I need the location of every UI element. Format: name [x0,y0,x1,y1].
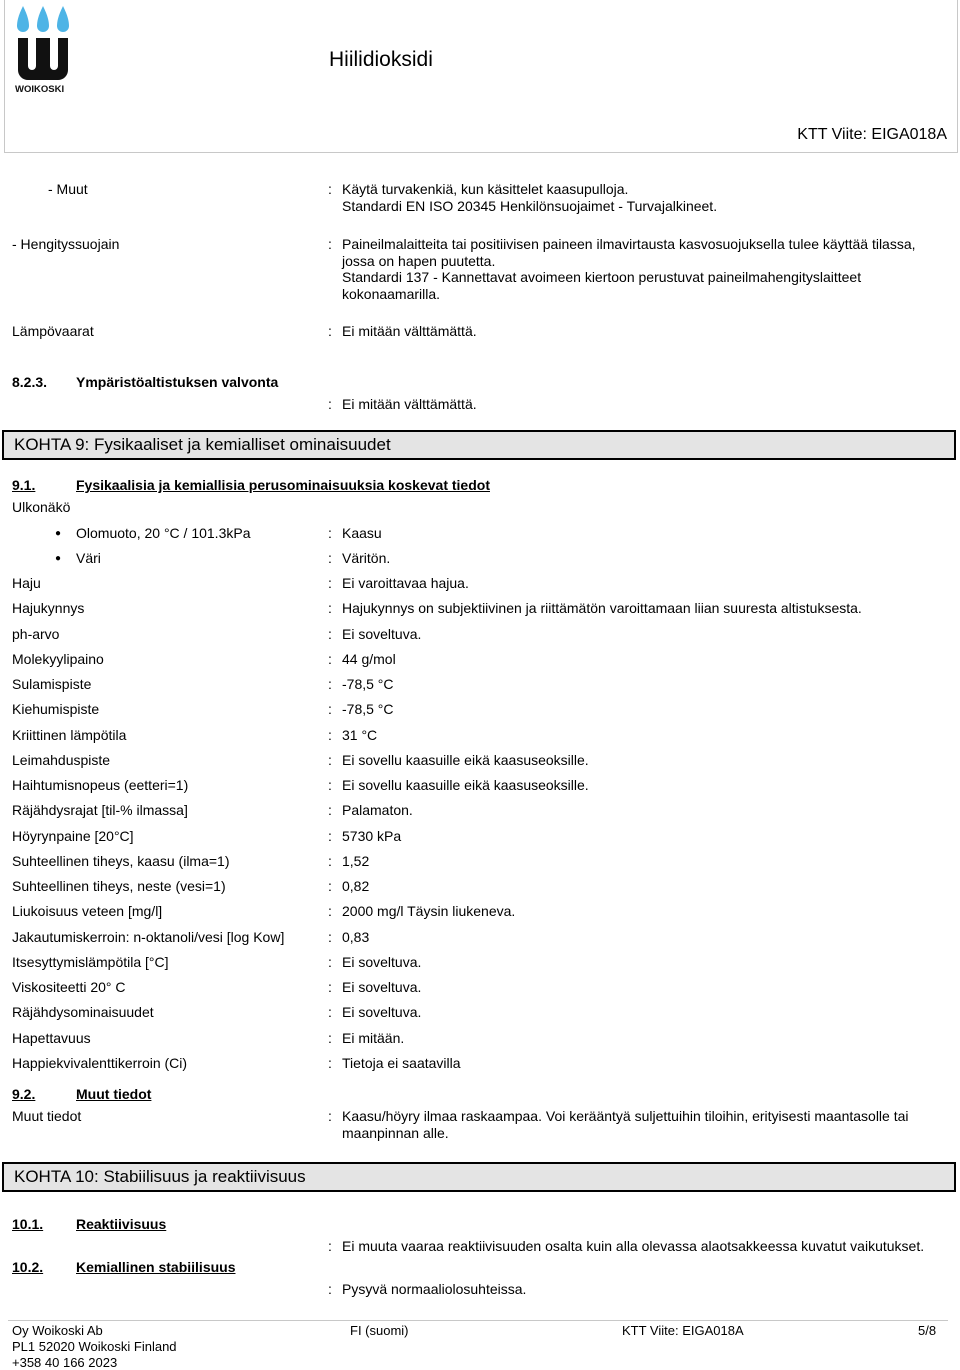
subsection-9-2-number: 9.2. [12,1086,36,1102]
property-value: Ei mitään. [342,1030,405,1046]
property-label: Liukoisuus veteen [mg/l] [12,903,163,919]
property-value: Ei varoittavaa hajua. [342,575,469,591]
colon: : [328,600,332,616]
property-value: -78,5 °C [342,701,394,717]
subsection-9-1-number: 9.1. [12,477,36,493]
thermal-hazards-value: Ei mitään välttämättä. [342,323,477,339]
colon: : [328,979,332,995]
appearance-label: Ulkonäkö [12,499,71,515]
property-value: 31 °C [342,727,378,743]
other-protection-line-2: Standardi EN ISO 20345 Henkilönsuojaimet - Turvajalkineet. [342,198,718,214]
subsection-9-1-title: Fysikaalisia ja kemiallisia perusominaisuuksia koskevat tiedot [76,477,490,493]
colon: : [328,727,332,743]
colon: : [328,525,332,541]
property-label: Höyrynpaine [20°C] [12,828,134,844]
bullet-dot-icon: ● [55,528,62,539]
colon: : [328,1281,332,1297]
other-protection-line-1: Käytä turvakenkiä, kun käsittelet kaasupulloja. [342,181,629,197]
footer-reference: KTT Viite: EIGA018A [622,1323,744,1338]
respiratory-line-4: kokonaamarilla. [342,286,441,302]
property-value: -78,5 °C [342,676,394,692]
footer-page-number: 5/8 [918,1323,937,1338]
footer-company: Oy Woikoski Ab [12,1323,103,1338]
colon: : [328,878,332,894]
property-label: Suhteellinen tiheys, neste (vesi=1) [12,878,226,894]
header-reference: KTT Viite: EIGA018A [797,126,947,143]
colon: : [328,929,332,945]
property-label: Leimahduspiste [12,752,111,768]
property-label: Hapettavuus [12,1030,91,1046]
respiratory-label: - Hengityssuojain [12,236,120,252]
colon: : [328,676,332,692]
subsection-10-1-number: 10.1. [12,1216,44,1232]
property-label: Molekyylipaino [12,651,104,667]
subsection-9-2-title: Muut tiedot [76,1086,152,1102]
colon: : [328,323,332,339]
section-10-title: KOHTA 10: Stabiilisuus ja reaktiivisuus [14,1167,306,1186]
reactivity-value: Ei muuta vaaraa reaktiivisuuden osalta kuin alla olevassa alaotsakkeessa kuvatut vaikutukset. [342,1238,925,1254]
env-exposure-number: 8.2.3. [12,374,48,390]
respiratory-line-1: Paineilmalaitteita tai positiivisen paineen ilmavirtausta kasvosuojuksella tulee käyttää tilassa, [342,236,916,252]
subsection-10-2-title: Kemiallinen stabiilisuus [76,1259,236,1275]
property-value: Ei sovellu kaasuille eikä kaasuseoksille. [342,752,589,768]
appearance-item-value: Kaasu [342,525,382,541]
svg-text:WOIKOSKI: WOIKOSKI [15,84,65,94]
colon: : [328,626,332,642]
property-value: Ei sovellu kaasuille eikä kaasuseoksille. [342,777,589,793]
env-exposure-value: Ei mitään välttämättä. [342,396,477,412]
colon: : [328,802,332,818]
property-value: Ei soveltuva. [342,626,422,642]
appearance-item-label: Väri [76,550,101,566]
colon: : [328,828,332,844]
property-value: Ei soveltuva. [342,954,422,970]
property-value: 0,83 [342,929,370,945]
page-header [4,0,958,153]
colon: : [328,236,332,252]
colon: : [328,954,332,970]
property-label: Jakautumiskerroin: n-oktanoli/vesi [log Kow] [12,929,285,945]
colon: : [328,575,332,591]
property-value: Ei soveltuva. [342,979,422,995]
property-label: Kiehumispiste [12,701,100,717]
colon: : [328,651,332,667]
woikoski-logo [15,4,71,94]
colon: : [328,777,332,793]
subsection-10-2-number: 10.2. [12,1259,44,1275]
env-exposure-title: Ympäristöaltistuksen valvonta [76,374,279,390]
colon: : [328,752,332,768]
property-label: Itsesyttymislämpötila [°C] [12,954,169,970]
property-value: 44 g/mol [342,651,396,667]
bullet-dot-icon: ● [55,553,62,564]
property-label: Räjähdysrajat [til-% ilmassa] [12,802,188,818]
property-label: ph-arvo [12,626,60,642]
document-title: Hiilidioksidi [329,48,433,71]
property-value: 2000 mg/l Täysin liukeneva. [342,903,516,919]
stability-value: Pysyvä normaaliolosuhteissa. [342,1281,527,1297]
footer-phone: +358 40 166 2023 [12,1355,118,1370]
property-label: Suhteellinen tiheys, kaasu (ilma=1) [12,853,230,869]
property-label: Happiekvivalenttikerroin (Ci) [12,1055,188,1071]
property-label: Haihtumisnopeus (eetteri=1) [12,777,189,793]
section-9-heading [2,430,956,460]
colon: : [328,701,332,717]
property-label: Sulamispiste [12,676,92,692]
property-label: Kriittinen lämpötila [12,727,127,743]
footer-address: PL1 52020 Woikoski Finland [12,1339,177,1354]
property-value: Ei soveltuva. [342,1004,422,1020]
other-protection-label: - Muut [48,181,88,197]
respiratory-line-2: jossa on hapen puutetta. [342,253,496,269]
property-value: Hajukynnys on subjektiivinen ja riittämätön varoittamaan liian suuresta altistuksesta. [342,600,862,616]
section-10-heading [2,1162,956,1192]
section-9-title: KOHTA 9: Fysikaaliset ja kemialliset ominaisuudet [14,435,391,454]
colon: : [328,1030,332,1046]
thermal-hazards-label: Lämpövaarat [12,323,94,339]
colon: : [328,181,332,197]
property-label: Viskositeetti 20° C [12,979,126,995]
property-value: Palamaton. [342,802,413,818]
property-label: Hajukynnys [12,600,85,616]
footer-language: FI (suomi) [350,1323,409,1338]
other-info-line-1: Kaasu/höyry ilmaa raskaampaa. Voi kerääntyä suljettuihin tiloihin, erityisesti maantasolle tai [342,1108,909,1124]
colon: : [328,550,332,566]
property-value: 1,52 [342,853,370,869]
colon: : [328,903,332,919]
colon: : [328,853,332,869]
respiratory-line-3: Standardi 137 - Kannettavat avoimeen kiertoon perustuvat paineilmahengityslaitteet [342,269,862,285]
colon: : [328,1004,332,1020]
subsection-10-1-title: Reaktiivisuus [76,1216,167,1232]
property-value: 5730 kPa [342,828,402,844]
property-label: Räjähdysominaisuudet [12,1004,154,1020]
colon: : [328,396,332,412]
other-info-label: Muut tiedot [12,1108,82,1124]
colon: : [328,1238,332,1254]
footer-divider [8,1320,948,1321]
appearance-item-value: Väritön. [342,550,391,566]
property-value: 0,82 [342,878,370,894]
colon: : [328,1108,332,1124]
property-value: Tietoja ei saatavilla [342,1055,461,1071]
other-info-line-2: maanpinnan alle. [342,1125,449,1141]
property-label: Haju [12,575,41,591]
appearance-item-label: Olomuoto, 20 °C / 101.3kPa [76,525,251,541]
colon: : [328,1055,332,1071]
